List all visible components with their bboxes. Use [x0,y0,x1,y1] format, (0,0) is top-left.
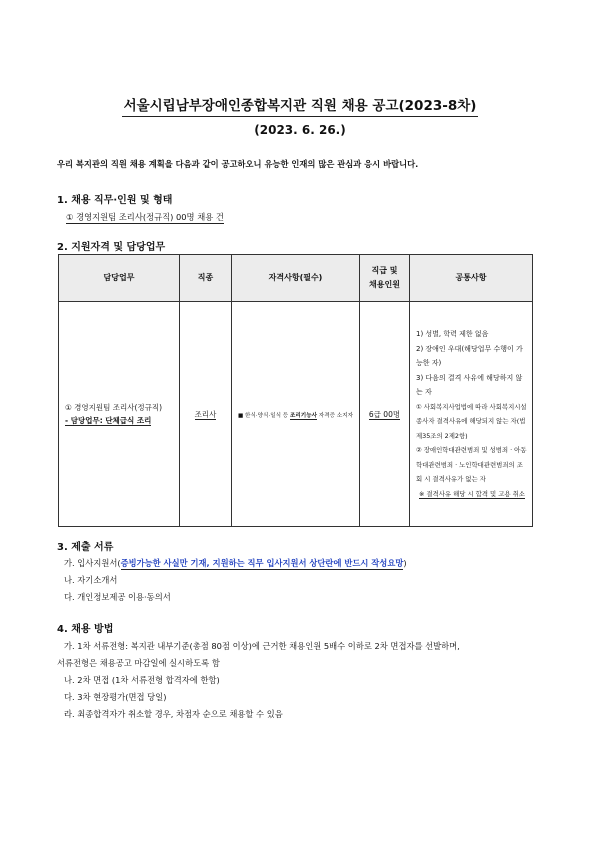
section3-heading: 3. 제출 서류 [57,542,114,553]
section4-item-a2: 서류전형은 채용공고 마감일에 실시하도록 함 [57,658,220,668]
section4-item-a1: 가. 1차 서류전형: 복지관 내부기준(총점 80점 이상)에 근거한 채용인원 5배수 이하로 2차 면접자를 선발하며, [64,641,460,651]
section4-heading: 4. 채용 방법 [57,624,114,635]
section3-item-a: 가. 입사지원서(증빙가능한 사실만 기재, 지원하는 직무 입사지원서 상단란에 반드시 작성요망) [64,558,407,568]
cell-task: ① 경영지원팀 조리사(정규직) - 담당업무: 단체급식 조리 [59,302,180,527]
cell-job-type: 조리사 [180,302,232,527]
header-grade: 직급 및 채용인원 [360,255,410,302]
cell-grade: 6급 00명 [360,302,410,527]
qualification-table [58,254,533,527]
section3-item-c: 다. 개인정보제공 이용·동의서 [64,592,171,602]
section1-heading: 1. 채용 직무·인원 및 형태 [57,195,173,206]
section4-item-d: 라. 최종합격자가 취소할 경우, 차점자 순으로 채용할 수 있음 [64,709,283,719]
section4-item-b: 나. 2차 면접 (1차 서류전형 합격자에 한함) [64,675,220,685]
header-qualification: 자격사항(필수) [232,255,360,302]
section2-heading: 2. 지원자격 및 담당업무 [57,242,166,253]
notice-date: (2023. 6. 26.) [254,123,346,137]
section1-item: ① 경영지원팀 조리사(정규직) 00명 채용 건 [66,212,224,222]
header-job-type: 직종 [180,255,232,302]
page-title: 서울시립남부장애인종합복지관 직원 채용 공고(2023-8차) [0,96,600,116]
intro-text: 우리 복지관의 직원 채용 계획을 다음과 같이 공고하오니 유능한 인재의 많은 관심과 응시 바랍니다. [57,159,419,169]
cell-qualification: ■ 한식·양식·일식 등 조리기능사 자격증 소지자 [232,302,360,527]
section4-item-c: 다. 3차 현장평가(면접 당일) [64,692,167,702]
cell-common: 1) 성별, 학력 제한 없음 2) 장애인 우대(해당업무 수행이 가능한 자) 3) 다음의 결격 사유에 해당하지 않는 자 ① 사회복지사업법에 따라 사회복지시설 종사자 결격사유에 해당되지 않는 자(법 제35조의 2제2항) ② 장애인학대관련범죄 및 성범죄 · 아동학대관련범죄 · 노인학대관련범죄의 조회 시 결격사유가 없는 자 ※ 결격사유 해당 시 합격 및 고용 취소 [410,302,533,527]
header-task: 담당업무 [59,255,180,302]
section3-item-b: 나. 자기소개서 [64,575,118,585]
header-common: 공통사항 [410,255,533,302]
